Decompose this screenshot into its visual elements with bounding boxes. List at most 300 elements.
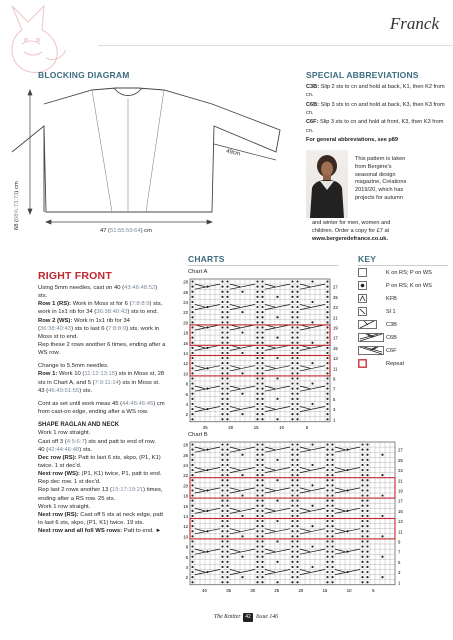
purl-dot	[226, 474, 228, 476]
purl-dot	[261, 362, 263, 364]
purl-dot	[256, 484, 258, 486]
purl-dot	[326, 286, 328, 288]
row-number: 18	[183, 330, 188, 336]
purl-dot	[291, 566, 293, 568]
purl-dot	[381, 556, 383, 558]
purl-dot	[296, 505, 298, 507]
purl-dot	[361, 510, 363, 512]
purl-dot	[221, 311, 223, 313]
purl-dot	[261, 556, 263, 558]
purl-dot	[291, 479, 293, 481]
purl-dot	[261, 535, 263, 537]
purl-dot	[291, 388, 293, 390]
purl-dot	[261, 347, 263, 349]
purl-dot	[191, 525, 193, 527]
abbreviation-item	[306, 83, 446, 99]
purl-dot	[366, 530, 368, 532]
purl-dot	[296, 576, 298, 578]
general-abbreviations-note	[306, 136, 446, 144]
row-label: Next row (RS):	[38, 511, 79, 518]
purl-dot	[291, 418, 293, 420]
instruction-sizes: 7:9:11:14	[94, 379, 119, 386]
row-number: 19	[333, 325, 338, 331]
purl-dot	[191, 280, 193, 282]
column-number: 20	[298, 587, 304, 593]
purl-dot	[291, 286, 293, 288]
purl-dot	[226, 357, 228, 359]
purl-dot	[256, 540, 258, 542]
instruction-sizes: 15:17:19:21	[112, 487, 144, 494]
column-number: 15	[253, 424, 259, 430]
purl-dot	[331, 479, 333, 481]
purl-dot	[221, 280, 223, 282]
purl-dot	[226, 372, 228, 374]
purl-dot	[256, 443, 258, 445]
purl-dot	[291, 296, 293, 298]
purl-dot	[226, 316, 228, 318]
row-number: 2	[185, 575, 188, 581]
purl-dot	[256, 393, 258, 395]
instruction-text: ) sts to last 6 (	[71, 325, 109, 332]
purl-dot	[261, 505, 263, 507]
purl-dot	[326, 357, 328, 359]
purl-dot	[291, 443, 293, 445]
purl-dot	[361, 469, 363, 471]
width-dimension	[100, 228, 152, 234]
purl-dot	[226, 510, 228, 512]
purl-dot	[261, 443, 263, 445]
promo-line: magazine, Créations	[355, 179, 407, 186]
purl-dot	[191, 535, 193, 537]
promo-line: and winter for men, women and	[312, 220, 391, 226]
purl-dot	[191, 479, 193, 481]
column-number: 40	[202, 587, 207, 593]
purl-dot	[296, 520, 298, 522]
purl-dot	[226, 321, 228, 323]
purl-dot	[326, 571, 328, 573]
purl-dot	[191, 316, 193, 318]
purl-dot	[241, 454, 243, 456]
purl-dot	[256, 286, 258, 288]
row-number: 21	[333, 315, 338, 321]
purl-dot	[226, 413, 228, 415]
purl-dot	[226, 484, 228, 486]
purl-dot	[361, 520, 363, 522]
instruction-text: ) sts.	[79, 387, 93, 394]
purl-dot	[226, 454, 228, 456]
purl-dot	[241, 393, 243, 395]
abbreviations-title: SPECIAL ABBREVIATIONS	[306, 70, 419, 80]
purl-dot	[261, 459, 263, 461]
row-number: 4	[185, 564, 188, 570]
purl-dot	[191, 545, 193, 547]
purl-dot	[326, 388, 328, 390]
instruction-line	[38, 470, 166, 478]
purl-dot	[226, 337, 228, 339]
purl-dot	[191, 362, 193, 364]
row-number: 15	[398, 508, 403, 514]
purl-dot	[296, 306, 298, 308]
purl-dot	[326, 459, 328, 461]
purl-dot	[256, 413, 258, 415]
purl-dot	[261, 500, 263, 502]
purl-dot	[191, 571, 193, 573]
purl-dot	[256, 545, 258, 547]
purl-dot	[296, 515, 298, 517]
abbreviation-item	[306, 118, 446, 134]
instruction-text: ) sts.	[38, 285, 158, 300]
key-label: P on RS; K on WS	[386, 283, 432, 289]
row-number: 21	[398, 478, 403, 484]
row-number: 20	[183, 320, 188, 326]
purl-dot	[296, 459, 298, 461]
purl-dot	[256, 489, 258, 491]
instruction-line	[38, 438, 166, 446]
instruction-text: ) times, ending after a RS row. 25 sts.	[38, 487, 163, 502]
purl-dot	[326, 382, 328, 384]
purl-dot	[331, 449, 333, 451]
row-number: 3	[333, 407, 336, 413]
row-number: 11	[398, 529, 403, 535]
purl-dot	[256, 505, 258, 507]
instruction-sizes: 43:46:48:52	[124, 285, 156, 291]
purl-dot	[256, 377, 258, 379]
purl-dot	[366, 520, 368, 522]
purl-dot	[191, 301, 193, 303]
instruction-text: ) sts in Moss st.	[118, 379, 160, 386]
purl-dot	[326, 291, 328, 293]
purl-dot	[261, 393, 263, 395]
purl-dot	[311, 280, 313, 282]
purl-dot	[296, 489, 298, 491]
purl-dot	[331, 454, 333, 456]
purl-dot	[241, 556, 243, 558]
promo-line: from Bergère's	[355, 163, 392, 170]
purl-dot	[291, 372, 293, 374]
purl-dot	[291, 352, 293, 354]
purl-dot	[331, 556, 333, 558]
purl-dot	[296, 286, 298, 288]
purl-dot	[191, 331, 193, 333]
purl-dot	[326, 449, 328, 451]
purl-dot	[226, 347, 228, 349]
purl-dot	[261, 494, 263, 496]
purl-dot	[256, 576, 258, 578]
purl-dot	[296, 291, 298, 293]
purl-dot	[331, 581, 333, 583]
purl-dot	[331, 525, 333, 527]
purl-dot	[221, 377, 223, 379]
promo-url-link[interactable]: www.bergeredefrance.co.uk.	[312, 235, 388, 242]
purl-dot	[191, 352, 193, 354]
purl-dot	[361, 449, 363, 451]
purl-dot	[261, 489, 263, 491]
purl-dot	[326, 515, 328, 517]
key-rule	[358, 265, 448, 266]
purl-dot	[296, 500, 298, 502]
abbreviation-term: C3B:	[306, 84, 320, 90]
row-number: 16	[183, 503, 188, 509]
purl-dot	[226, 393, 228, 395]
purl-dot	[326, 352, 328, 354]
purl-dot	[261, 316, 263, 318]
row-number: 7	[398, 549, 401, 555]
column-number: 5	[305, 424, 309, 430]
purl-dot	[191, 510, 193, 512]
purl-dot	[291, 510, 293, 512]
model-photo-drawing	[306, 150, 348, 218]
key-label: KFB	[386, 296, 397, 302]
purl-dot	[226, 449, 228, 451]
purl-dot	[221, 556, 223, 558]
purl-dot	[256, 418, 258, 420]
purl-dot	[366, 479, 368, 481]
instruction-text: ) sts.	[79, 446, 93, 453]
purl-dot	[291, 347, 293, 349]
purl-dot	[261, 581, 263, 583]
purl-dot	[381, 535, 383, 537]
purl-dot	[291, 556, 293, 558]
purl-dot	[191, 464, 193, 466]
purl-dot	[291, 357, 293, 359]
purl-dot	[261, 357, 263, 359]
purl-dot	[326, 377, 328, 379]
purl-dot	[296, 342, 298, 344]
instruction-text: Work in Moss st for 6 (	[71, 301, 132, 308]
purl-dot	[361, 551, 363, 553]
purl-dot	[191, 372, 193, 374]
purl-dot	[256, 515, 258, 517]
purl-dot	[296, 479, 298, 481]
purl-dot	[226, 291, 228, 293]
purl-dot	[296, 535, 298, 537]
purl-dot	[276, 357, 278, 359]
purl-dot	[226, 342, 228, 344]
purl-dot	[331, 561, 333, 563]
purl-dot	[291, 454, 293, 456]
purl-dot	[326, 479, 328, 481]
purl-dot	[221, 296, 223, 298]
purl-dot	[256, 321, 258, 323]
row-label: Row 1 (RS):	[38, 301, 72, 308]
purl-dot	[256, 469, 258, 471]
chart-b-label: Chart B	[188, 432, 208, 438]
purl-dot	[191, 403, 193, 405]
row-label: Row 2 (WS):	[38, 317, 73, 324]
row-label: Row 1:	[38, 371, 58, 378]
row-label: Next row (WS):	[38, 471, 80, 478]
purl-dot	[326, 413, 328, 415]
purl-dot	[296, 525, 298, 527]
height-dimension	[14, 181, 20, 230]
purl-dot	[226, 479, 228, 481]
purl-dot	[331, 494, 333, 496]
purl-dot	[361, 479, 363, 481]
purl-dot	[326, 551, 328, 553]
purl-dot	[261, 388, 263, 390]
purl-dot	[191, 393, 193, 395]
purl-dot	[221, 357, 223, 359]
purl-dot	[221, 408, 223, 410]
purl-dot	[361, 540, 363, 542]
purl-dot	[221, 443, 223, 445]
purl-dot	[296, 393, 298, 395]
purl-dot	[226, 286, 228, 288]
purl-dot	[296, 566, 298, 568]
purl-dot	[326, 342, 328, 344]
purl-dot	[361, 459, 363, 461]
purl-dot	[276, 581, 278, 583]
purl-dot	[226, 403, 228, 405]
purl-dot	[226, 525, 228, 527]
purl-dot	[261, 403, 263, 405]
purl-dot	[361, 489, 363, 491]
purl-dot	[326, 545, 328, 547]
purl-dot	[296, 494, 298, 496]
row-number: 8	[185, 544, 188, 550]
purl-dot	[366, 484, 368, 486]
purl-dot	[261, 296, 263, 298]
column-number: 30	[250, 587, 256, 593]
c6f-cable-icon	[358, 346, 384, 355]
purl-dot	[191, 443, 193, 445]
row-number: 10	[183, 534, 188, 540]
column-number: 25	[202, 424, 208, 430]
pattern-title: Franck	[389, 14, 439, 33]
purl-dot	[226, 530, 228, 532]
purl-dot	[261, 566, 263, 568]
row-number: 26	[183, 452, 188, 458]
purl-dot	[261, 551, 263, 553]
instruction-text: ) sts in Moss st, 28 sts in Chart A, and 5 (	[38, 371, 165, 386]
purl-dot	[366, 581, 368, 583]
purl-dot	[311, 443, 313, 445]
right-front-title: RIGHT FRONT	[38, 270, 112, 282]
blocking-diagram	[14, 80, 292, 242]
row-number: 8	[185, 381, 188, 387]
purl-dot	[291, 362, 293, 364]
purl-dot	[221, 291, 223, 293]
instruction-line	[38, 527, 166, 535]
purl-dot	[226, 306, 228, 308]
purl-dot	[221, 530, 223, 532]
purl-dot	[291, 540, 293, 542]
promo-text	[355, 156, 447, 203]
purl-dot	[256, 398, 258, 400]
purl-dot	[221, 393, 223, 395]
purl-dot	[326, 576, 328, 578]
purl-dot	[226, 551, 228, 553]
purl-dot	[296, 571, 298, 573]
purl-dot	[366, 454, 368, 456]
purl-dot	[191, 581, 193, 583]
instruction-text: Cast off 3 (	[38, 438, 67, 445]
purl-dot	[191, 561, 193, 563]
purl-dot	[226, 296, 228, 298]
purl-dot	[331, 520, 333, 522]
purl-dot	[221, 500, 223, 502]
purl-dot	[361, 494, 363, 496]
purl-dot	[296, 561, 298, 563]
purl-dot	[221, 449, 223, 451]
purl-dot	[226, 561, 228, 563]
row-number: 19	[398, 488, 403, 494]
purl-dot	[331, 489, 333, 491]
purl-dot	[221, 403, 223, 405]
purl-dot	[291, 342, 293, 344]
shape-raglan-heading: SHAPE RAGLAN AND NECK	[38, 422, 120, 429]
instruction-sizes: 42:44:46:48	[48, 446, 80, 453]
purl-dot	[366, 469, 368, 471]
row-number: 2	[185, 412, 188, 418]
purl-dot	[256, 454, 258, 456]
purl-dot	[296, 382, 298, 384]
abbreviation-text: Slip 3 sts to cn and hold at back, K3, then K3 from cn.	[306, 101, 445, 116]
purl-dot	[191, 551, 193, 553]
row-number: 28	[183, 279, 188, 285]
purl-dot	[241, 413, 243, 415]
purl-dot	[291, 551, 293, 553]
purl-dot	[276, 561, 278, 563]
purl-dot	[326, 296, 328, 298]
purl-dot	[326, 581, 328, 583]
purl-dot	[191, 500, 193, 502]
purl-dot	[291, 316, 293, 318]
purl-dot	[296, 352, 298, 354]
purl-dot	[221, 489, 223, 491]
row-number: 25	[398, 457, 403, 463]
purl-dot	[366, 525, 368, 527]
purl-dot	[331, 469, 333, 471]
purl-dot	[331, 464, 333, 466]
row-number: 9	[333, 376, 336, 382]
purl-dot	[221, 551, 223, 553]
purl-dot	[261, 408, 263, 410]
row-number: 1	[333, 417, 336, 423]
purl-dot	[291, 413, 293, 415]
purl-dot	[296, 581, 298, 583]
purl-dot	[361, 571, 363, 573]
purl-dot	[221, 362, 223, 364]
purl-dot	[221, 484, 223, 486]
purl-dot	[261, 540, 263, 542]
instruction-text: Rep these 2 rows another 6 times, ending after a WS row.	[38, 341, 166, 357]
row-number: 10	[183, 371, 188, 377]
purl-dot	[221, 474, 223, 476]
purl-dot	[366, 494, 368, 496]
purl-dot	[296, 367, 298, 369]
purl-dot	[191, 540, 193, 542]
purl-dot	[261, 418, 263, 420]
purl-dot	[326, 566, 328, 568]
purl-dot	[261, 280, 263, 282]
purl-dot	[296, 484, 298, 486]
purl-dot	[326, 326, 328, 328]
purl-dot	[331, 484, 333, 486]
purl-dot	[256, 551, 258, 553]
purl-dot	[326, 403, 328, 405]
row-number: 20	[183, 483, 188, 489]
purl-dot	[291, 367, 293, 369]
purl-dot	[326, 337, 328, 339]
promo-line: This pattern is taken	[355, 156, 406, 162]
purl-dot	[226, 581, 228, 583]
purl-dot	[256, 510, 258, 512]
purl-dot	[226, 331, 228, 333]
purl-dot	[221, 520, 223, 522]
purl-dot	[226, 311, 228, 313]
purl-dot	[326, 408, 328, 410]
